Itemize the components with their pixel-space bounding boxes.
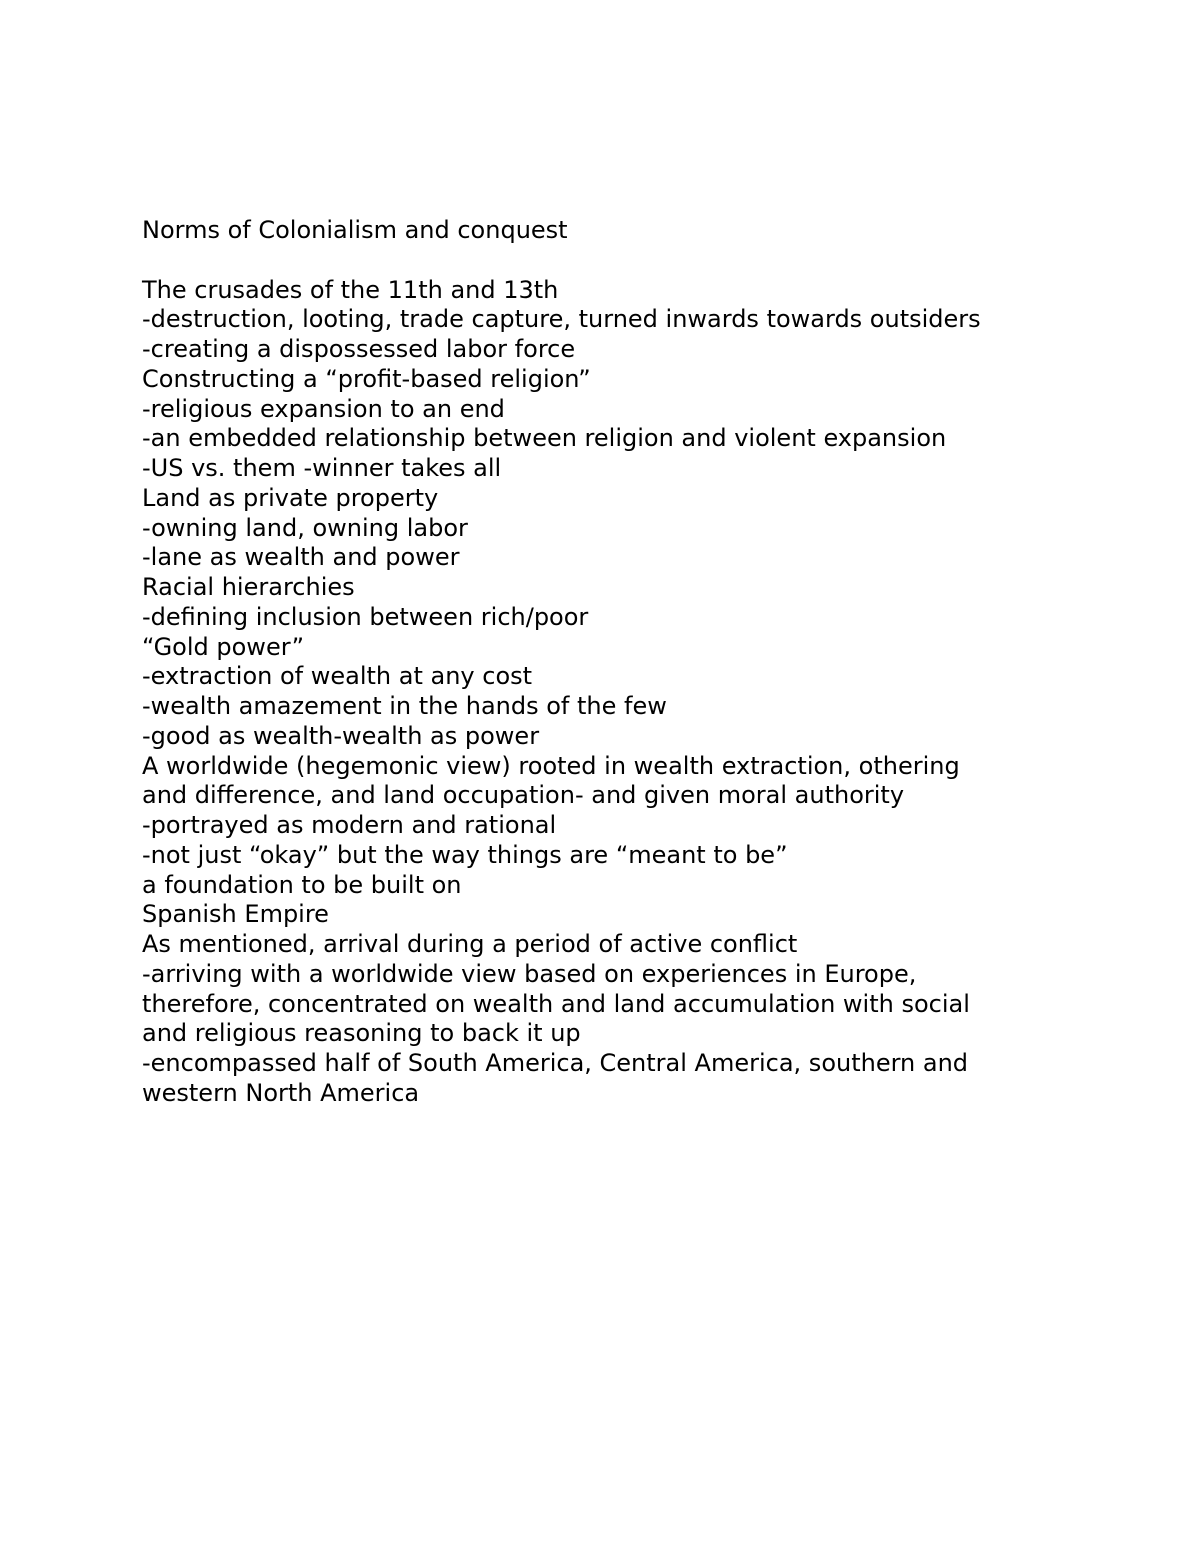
text-line: and religious reasoning to back it up <box>142 1019 581 1048</box>
text-line: Spanish Empire <box>142 900 329 929</box>
text-line: -US vs. them -winner takes all <box>142 454 502 482</box>
text-line: -creating a dispossessed labor force <box>142 335 576 363</box>
text-line: -defining inclusion between rich/poor <box>142 602 589 631</box>
text-line: -wealth amazement in the hands of the few <box>142 692 667 720</box>
text-line: -destruction, looting, trade capture, turned inwards towards outsiders <box>142 305 981 334</box>
text-line: Land as private property <box>142 483 439 512</box>
text-line: Racial hierarchies <box>142 573 355 601</box>
text-line: western North America <box>142 1078 420 1107</box>
blank-line <box>142 246 1062 276</box>
text-line: -portrayed as modern and rational <box>142 811 557 839</box>
text-line: -lane as wealth and power <box>142 543 460 572</box>
text-line: therefore, concentrated on wealth and land accumulation with social <box>142 989 970 1018</box>
document-body <box>142 216 1062 1109</box>
text-line: -owning land, owning labor <box>142 513 468 542</box>
text-line: “Gold power” <box>142 632 305 661</box>
text-line: a foundation to be built on <box>142 870 462 899</box>
text-line: -not just “okay” but the way things are “meant to be” <box>142 840 788 869</box>
text-line: -religious expansion to an end <box>142 394 505 423</box>
text-line: -good as wealth-wealth as power <box>142 721 540 750</box>
text-line: As mentioned, arrival during a period of active conflict <box>142 930 798 958</box>
document-title: Norms of Colonialism and conquest <box>142 216 568 244</box>
text-line: -extraction of wealth at any cost <box>142 662 533 691</box>
text-line: A worldwide (hegemonic view) rooted in wealth extraction, othering <box>142 751 960 780</box>
text-line: -an embedded relationship between religion and violent expansion <box>142 424 947 453</box>
text-line: The crusades of the 11th and 13th <box>142 275 559 304</box>
text-line: -encompassed half of South America, Central America, southern and <box>142 1049 969 1077</box>
text-line: -arriving with a worldwide view based on experiences in Europe, <box>142 959 917 988</box>
text-line: and difference, and land occupation- and given moral authority <box>142 781 905 810</box>
text-line: Constructing a “profit-based religion” <box>142 364 591 393</box>
